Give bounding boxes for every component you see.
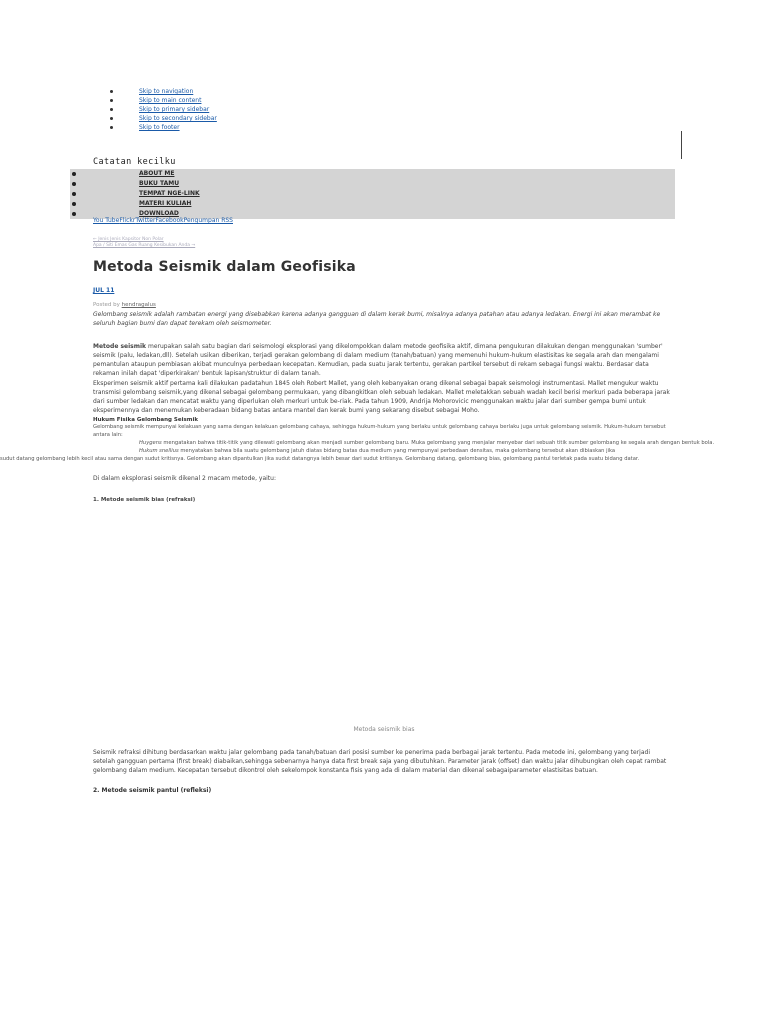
- facebook-link[interactable]: Facebook: [155, 217, 184, 224]
- paragraph-history: Eksperimen seismik aktif pertama kali dilakukan padatahun 1845 oleh Robert Mallet, yang oleh kebanyakan orang dikenal sebagai bapak seismologi instrumentasi. Mallet mengukur waktu transmisi gelombang seismik,yang dikenal sebagai gelombang permukaan, yang dibangkitkan oleh sebuah ledakan. Mallet meletakkan sebuah wadah kecil berisi merkuri pada beberapa jarak dari sumber ledakan dan mencatat waktu yang diperlukan oleh merkuri untuk be-riak. Pada tahun 1909, Andrija Mohorovicic menggunakan waktu jalar dari sumber gempa bumi untuk eksperimennya dan menemukan keberadaan bidang batas antara mantel dan kerak bumi yang sekarang disebut sebagai Moho.: [93, 380, 670, 414]
- site-title[interactable]: Catatan kecilku: [93, 157, 176, 167]
- huygens-term: Huygens: [139, 440, 162, 446]
- youtube-link[interactable]: You Tube: [93, 217, 120, 224]
- section-heading-hukum-fisika: Hukum Fisika Gelombang Seismik: [93, 417, 199, 423]
- nav-link-materi-kuliah[interactable]: MATERI KULIAH: [139, 200, 192, 207]
- nav-link-tempat-nge-link[interactable]: TEMPAT NGE-LINK: [139, 190, 200, 197]
- skip-to-secondary-sidebar-link[interactable]: Skip to secondary sidebar: [139, 115, 217, 122]
- nav-link-buku-tamu[interactable]: BUKU TAMU: [139, 180, 180, 187]
- skip-link-item: [110, 114, 217, 123]
- posted-by-label: Posted by: [93, 302, 120, 308]
- snellius-text: menyatakan bahwa bila suatu gelombang jatuh diatas bidang batas dua medium yang mempunyai perbedaan densitas, maka gelombang tersebut akan dibiaskan jika: [178, 448, 616, 454]
- post-byline: [93, 302, 156, 308]
- snellius-law: [139, 448, 615, 454]
- paragraph-refraksi: Seismik refraksi dihitung berdasarkan waktu jalar gelombang pada tanah/batuan dari posisi sumber ke penerima pada berbagai jarak tertentu. Pada metode ini, gelombang yang terjadi setelah gangguan pertama (first break) diabaikan,sehingga sebenarnya hanya data first break saja yang dibutuhkan. Parameter jarak (offset) dan waktu jalar dihubungkan oleh cepat rambat gelombang dalam medium. Kecepatan tersebut dikontrol oleh sekelompok konstanta fisis yang ada di dalam material dan dikenal sebagaiparameter elastisitas batuan.: [93, 749, 667, 774]
- huygens-text: mengatakan bahwa titik-titik yang dilewati gelombang akan menjadi sumber gelombang baru. Muka gelombang yang menjalar menyebar dari sebuah titik sumber gelombang ke segala arah dengan bentuk bola.: [161, 440, 715, 446]
- rss-feed-link[interactable]: Pengumpan RSS: [183, 217, 233, 224]
- post-intro: Gelombang seismik adalah rambatan energi yang disebabkan karena adanya gangguan di dalam kerak bumi, misalnya adanya patahan atau adanya ledakan. Energi ini akan merambat ke seluruh bagian bumi dan dapat terekam oleh seismometer.: [93, 311, 661, 327]
- post-title: Metoda Seismik dalam Geofisika: [93, 259, 356, 275]
- post-date-link[interactable]: JUL 11: [93, 287, 115, 294]
- metode-seismik-term: Metode seismik: [93, 343, 147, 350]
- paragraph-metode-list-intro: Di dalam eksplorasi seismik dikenal 2 macam metode, yaitu:: [93, 475, 276, 482]
- snellius-law-continued: sudut datang gelombang lebih kecil atau sama dengan sudut kritisnya. Gelombang akan dipantulkan jika sudut datangnya lebih besar dari sudut kritisnya. Gelombang datang, gelombang bias, gelombang pantul terletak pada suatu bidang datar.: [0, 456, 640, 462]
- nav-item-about-me: [70, 169, 675, 179]
- nav-link-download[interactable]: DOWNLOAD: [139, 210, 179, 217]
- nav-item-buku-tamu: [70, 179, 675, 189]
- skip-link-item: [110, 87, 217, 96]
- skip-link-item: [110, 96, 217, 105]
- paragraph-hukum-intro: Gelombang seismik mempunyai kelakuan yang sama dengan kelakuan gelombang cahaya, sehingga hukum-hukum yang berlaku untuk gelombang cahaya berlaku juga untuk gelombang seismik. Hukum-hukum tersebut antara lain:: [93, 424, 666, 438]
- skip-link-item: [110, 123, 217, 132]
- figure-caption: Metoda seismik bias: [353, 726, 415, 733]
- author-link[interactable]: hendragalus: [121, 302, 156, 308]
- skip-to-navigation-link[interactable]: Skip to navigation: [139, 88, 194, 95]
- twitter-link[interactable]: Twitter: [135, 217, 156, 224]
- snellius-term: Hukum snellius: [139, 448, 179, 454]
- vertical-divider: [681, 131, 682, 159]
- previous-post-link[interactable]: ← Jenis Jenis Kapsitor Non Polar: [93, 237, 164, 242]
- huygens-law: [139, 440, 714, 446]
- method-1-heading: 1. Metode seismik bias (refraksi): [93, 497, 196, 503]
- paragraph-metode-seismik: [93, 342, 673, 378]
- skip-to-primary-sidebar-link[interactable]: Skip to primary sidebar: [139, 106, 210, 113]
- paragraph-text: merupakan salah satu bagian dari seismologi eksplorasi yang dikelompokkan dalam metode geofisika aktif, dimana pengukuran dilakukan dengan menggunakan 'sumber' seismik (palu, ledakan,dll). Setelah usikan diberikan, terjadi gerakan gelombang di dalam medium (tanah/batuan) yang memenuhi hukum-hukum elastisitas ke segala arah dan mengalami pemantulan ataupun pembiasan akibat munculnya perbedaan kecepatan. Kemudian, pada suatu jarak tertentu, gerakan partikel tersebut di rekam sebagai fungsi waktu. Berdasar data rekaman inilah dapat 'diperkirakan' bentuk lapisan/struktur di dalam tanah.: [93, 343, 663, 377]
- skip-links: [110, 87, 217, 132]
- next-post-link[interactable]: Apa / Siti Emas Gas Ruang Kesibukan Anda →: [93, 243, 196, 248]
- main-navigation: [70, 169, 675, 219]
- skip-to-main-content-link[interactable]: Skip to main content: [139, 97, 202, 104]
- method-2-heading: 2. Metode seismik pantul (refleksi): [93, 787, 212, 794]
- flickr-link[interactable]: Flickr: [119, 217, 136, 224]
- nav-item-materi-kuliah: [70, 199, 675, 209]
- nav-item-tempat-nge-link: [70, 189, 675, 199]
- skip-to-footer-link[interactable]: Skip to footer: [139, 124, 180, 131]
- social-links: [93, 217, 233, 224]
- skip-link-item: [110, 105, 217, 114]
- nav-link-about-me[interactable]: ABOUT ME: [139, 170, 175, 177]
